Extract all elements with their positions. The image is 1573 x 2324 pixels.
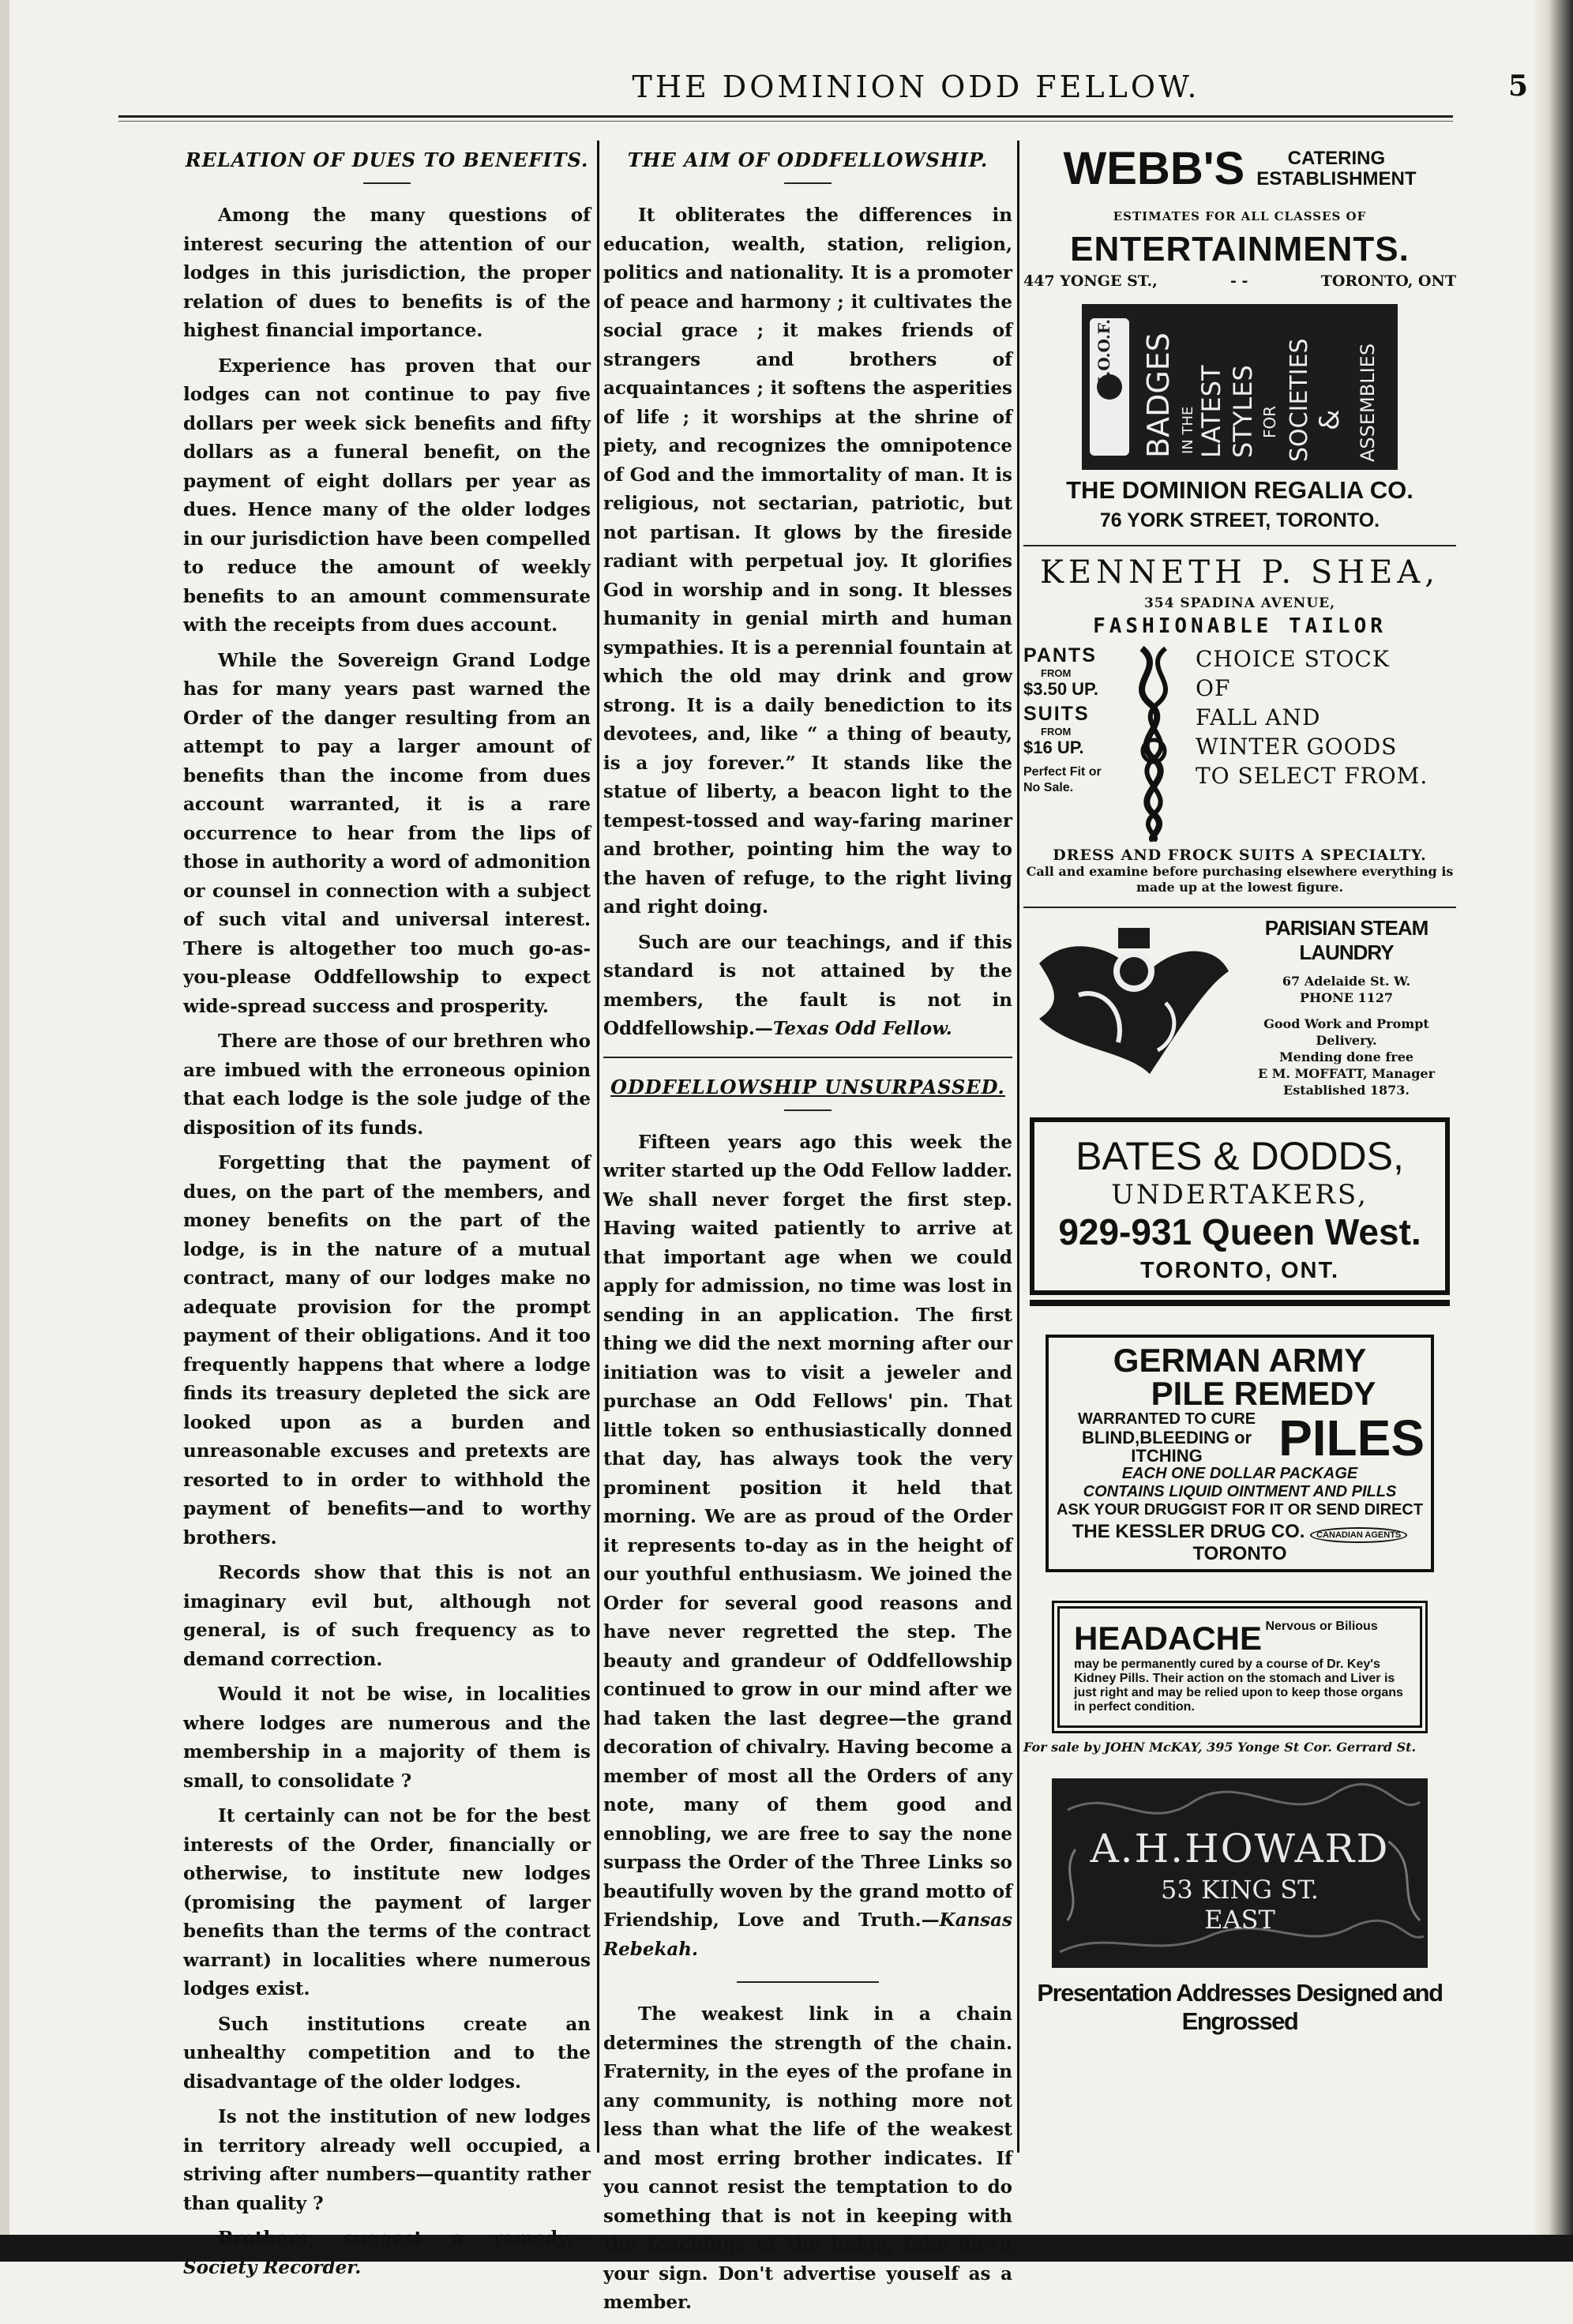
stock-line1: CHOICE STOCK (1196, 646, 1390, 672)
shea-address: 354 SPADINA AVENUE, (1143, 595, 1336, 611)
webbs-city: TORONTO, ONT (1320, 272, 1456, 290)
bates-address: 929-931 Queen West. (1058, 1211, 1421, 1252)
shea-stock (1196, 644, 1428, 790)
article-heading-relation-of-dues: RELATION OF DUES TO BENEFITS. (185, 148, 589, 171)
column-rule-2 (1017, 141, 1019, 2153)
ad-headache (1023, 1601, 1456, 1755)
badge-line3: LATEST (1196, 365, 1226, 458)
article-paragraph: It certainly can not be for the best interests of the Order, financially or otherwise, to institute new lodges (promising the payment of larger benefits than the terms of the contract warrant) in localities where numerous lodges exist. (183, 1805, 591, 1999)
headache-body: Nervous or Bilious may be permanently cured by a course of Dr. Key's Kidney Pills. Their action on the stomach and Liver is just right and may be relied upon to keep those organs in perfect condition. (1074, 1620, 1403, 1714)
webbs-address: 447 YONGE ST., (1023, 272, 1158, 290)
webbs-sub-line2: ESTABLISHMENT (1256, 167, 1417, 190)
shea-call: Call and examine before purchasing elsewhere everything is made up at the lowest figure. (1026, 864, 1454, 895)
pants-from: FROM (1041, 667, 1072, 679)
ioof-emblem-icon (1094, 319, 1113, 384)
article-paragraph: While the Sovereign Grand Lodge has for many years past warned the Order of the danger resulting from an attempt to pay a larger amount of benefits than the income from dues account warranted, it is a rare occurrence to hear from the lips of those in authority a word of admonition or counsel in connection with a subject of such vital and universal interest. There is altogether too much go-as-you-please Oddfellowship to expect wide-spread success and prosperity. (183, 649, 591, 1017)
shea-dress: DRESS AND FROCK SUITS A SPECIALTY. (1053, 847, 1427, 864)
article-heading-unsurpassed: ODDFELLOWSHIP UNSURPASSED. (610, 1075, 1005, 1098)
column-advertisements (1023, 134, 1456, 2036)
bates-city: TORONTO, ONT. (1139, 1258, 1340, 1283)
howard-address1: 53 KING ST. (1161, 1875, 1319, 1905)
german-maker-line (1055, 1522, 1425, 1563)
ad-rule (1023, 907, 1456, 908)
ad-kenneth-shea (1023, 554, 1456, 908)
laundry-address: 67 Adelaide St. W. (1282, 974, 1411, 989)
badge-ioof: I.O.O.F. (1094, 319, 1113, 384)
badge-line1: BADGES (1141, 332, 1176, 458)
shea-details (1023, 644, 1456, 842)
article-paragraph: Among the many questions of interest securing the attention of our lodges in this jurisdiction, the proper relation of dues to benefits is of the highest financial importance. (183, 205, 591, 341)
howard-name: A.H.HOWARD (1090, 1826, 1390, 1872)
heading-dash (363, 182, 411, 184)
ad-rule (1023, 545, 1456, 546)
article-paragraph: Forgetting that the payment of dues, on the part of the members, and money benefits on the part of the lodge, is in the nature of a mutual contract, many of our lodges make no adequate provision for the prompt payment of their obligations. And it too frequently happens that where a lodge finds its treasury depleted the sick are looked upon as a burden and unreasonable excuses and pretexts are resorted to in order to withhold the payment of benefits—and to worthy brothers. (183, 1152, 591, 1549)
page-edge-left (0, 0, 9, 2262)
article-paragraph: Is not the institution of new lodges in territory already well occupied, a striving after numbers—quantity rather than quality ? (183, 2106, 591, 2214)
regalia-name: THE DOMINION REGALIA CO. (1066, 476, 1413, 504)
regalia-address: 76 YORK STREET, TORONTO. (1099, 509, 1380, 531)
german-warranted: WARRANTED TO CURE (1077, 1410, 1256, 1428)
attribution: Kansas Rebekah. (603, 1909, 1012, 1960)
stock-line3: FALL AND (1196, 704, 1321, 730)
page-number: 5 (1508, 69, 1529, 103)
german-title1: GERMAN ARMY (1113, 1342, 1367, 1379)
german-city: TORONTO (1192, 1543, 1287, 1564)
german-title2: PILE REMEDY (1151, 1375, 1376, 1412)
article-closing (603, 929, 1012, 1044)
suits-from: FROM (1041, 726, 1072, 738)
bates-trade: UNDERTAKERS, (1111, 1179, 1368, 1211)
howard-address2: EAST (1204, 1905, 1275, 1935)
article-paragraph: Experience has proven that our lodges can not continue to pay five dollars per week sick benefits and fifty dollars as a funeral benefit, on the payment of eight dollars per year as dues. Hence many of the older lodges in our jurisdiction have been compelled to reduce the amount of weekly benefits to an amount commensurate with the receipts from dues account. (183, 355, 591, 636)
howard-box (1052, 1778, 1428, 1968)
headache-forsale: For sale by JOHN McKAY, 395 Yonge St Cor. Gerrard St. (1023, 1740, 1417, 1755)
section-rule (603, 1057, 1012, 1058)
shea-name: KENNETH P. SHEA, (1040, 554, 1440, 591)
badges-banner (1082, 304, 1398, 470)
article-paragraph: It obliterates the differences in education, wealth, station, religion, politics and nationality. It is a promoter of peace and harmony ; it cultivates the social grace ; it makes friends of strangers and brothers of acquaintances ; it softens the asperities of life ; it worships at the shrine of piety, and recognizes the omnipotence of God and the immortality of man. It is religious, not sectarian, patriotic, but not partisan. It glows by the fireside radiant with perpetual joy. It glorifies God in worship and in song. It blesses humanity in genial mirth and human sympathies. It is a perennial fountain at which the old may drink and grow strong. It is a daily benediction to its devotees, and, like “ a thing of beauty, is a joy forever.” It stands like the statue of liberty, a beacon light to the tempest-tossed and way-faring mariner and brother, pointing him the way to the haven of refuge, to the right living and right doing. (603, 205, 1012, 918)
laundry-manager: E M. MOFFATT, Manager (1257, 1066, 1436, 1081)
page-edge-right (1532, 0, 1573, 2262)
german-middle-text (1055, 1410, 1278, 1465)
column-aim-of-oddfellowship (603, 134, 1012, 2324)
attribution: Society Recorder. (183, 2256, 362, 2278)
badge-line5: FOR (1260, 405, 1279, 438)
rope-ornament-icon (1126, 644, 1181, 842)
german-line3: ASK YOUR DRUGGIST FOR IT OR SEND DIRECT (1056, 1501, 1424, 1519)
headache-box (1052, 1601, 1428, 1733)
article-paragraph: There are those of our brethren who are imbued with the erroneous opinion that each lodge is the sole judge of the disposition of its funds. (183, 1031, 591, 1139)
german-blind: BLIND,BLEEDING or ITCHING (1081, 1428, 1252, 1466)
bates-bar (1030, 1300, 1450, 1306)
stock-line5: TO SELECT FROM. (1196, 763, 1428, 789)
howard-ornament-icon (1052, 1778, 1428, 1968)
header-rule-thin (118, 121, 1453, 122)
ad-german-army-pile-remedy (1023, 1335, 1456, 1572)
german-line1: EACH ONE DOLLAR PACKAGE (1121, 1465, 1358, 1482)
article-closing (183, 2225, 591, 2282)
column-rule-1 (597, 141, 599, 2153)
ad-dominion-regalia (1023, 304, 1456, 546)
fit-note: Perfect Fit or No Sale. (1023, 765, 1102, 794)
webbs-sub-line1: CATERING (1287, 147, 1386, 169)
bates-box (1030, 1117, 1450, 1295)
article-paragraph: Records show that this is not an imaginary evil but, although not general, is of such frequency as to demand correction. (183, 1562, 591, 1670)
badge-line6: SOCIETIES (1286, 338, 1313, 462)
ad-bates-dodds (1023, 1117, 1456, 1306)
german-middle (1055, 1410, 1425, 1465)
article-paragraph: Such institutions create an unhealthy competition and to the disadvantage of the older lodges. (183, 2013, 591, 2093)
heading-dash (784, 1109, 832, 1111)
webbs-address-line (1023, 272, 1456, 290)
article-body: Fifteen years ago this week the writer started up the Odd Fellow ladder. We shall never forget the first step. Having waited patiently to arrive at that important age when we could apply for admission, no time was lost in sending in an application. The first thing we did the next morning after our initiation was to visit a jeweler and purchase an Odd Fellows' pin. That little token so enthusiastically donned that day, has always took the very prominent position it held that morning. We are as proud of the Order it represents to-day as in the height of our youthful enthusiasm. We joined the Order for several good reasons and have never regretted the step. The beauty and grandeur of Oddfellowship continued to grow in our mind after we had taken the last degree—the grand decoration of chivalry. Having become a member of most all the Orders of any note, many of them good and ennobling, we are free to say the none surpass the Order of the Three Links so beautifully woven by the grand motto of Friendship, Love and Truth.— (603, 1131, 1012, 1931)
article-paragraph: Would it not be wise, in localities where lodges are numerous and the membership in a majority of them is small, to consolidate ? (183, 1684, 591, 1792)
laundry-logo-icon (1023, 916, 1237, 1098)
headache-title: HEADACHE (1074, 1620, 1263, 1657)
header-rule (118, 115, 1453, 118)
laundry-line2: Mending done free (1278, 1049, 1414, 1064)
badge-line2: IN THE (1180, 406, 1196, 454)
stock-line2: OF (1196, 675, 1231, 701)
webbs-entertainments: ENTERTAINMENTS. (1070, 230, 1410, 268)
column-relation-of-dues (183, 134, 591, 2288)
article-paragraph: The weakest link in a chain determines the strength of the chain. Fraternity, in the eyes of the profane in any community, is nothing more not less than what the life of the weakest and most erring brother indicates. If you cannot resist the temptation to do something that is not in keeping with the teachings of the lodge, take down your sign. Don't advertise youself as a member. (603, 2003, 1012, 2313)
laundry-established: Established 1873. (1283, 1083, 1410, 1098)
laundry-phone: PHONE 1127 (1299, 990, 1393, 1005)
page-header (118, 69, 1529, 117)
ad-ah-howard (1023, 1778, 1456, 2036)
section-dash (737, 1981, 879, 1983)
webbs-sub (1256, 148, 1416, 190)
badge-line4: STYLES (1228, 365, 1258, 458)
webbs-name: WEBB'S (1063, 143, 1245, 194)
ad-parisian-laundry (1023, 916, 1456, 1098)
laundry-line1: Good Work and Prompt Delivery. (1263, 1016, 1429, 1048)
suits-label: SUITS (1023, 703, 1090, 725)
running-title: THE DOMINION ODD FELLOW. (632, 69, 1200, 104)
badge-line7: & (1314, 409, 1346, 430)
pants-price: $3.50 UP. (1023, 679, 1099, 699)
german-maker: THE KESSLER DRUG CO. (1072, 1521, 1305, 1542)
webbs-estimates: ESTIMATES FOR ALL CLASSES OF (1113, 209, 1367, 223)
german-line2: CONTAINS LIQUID OINTMENT AND PILLS (1083, 1483, 1397, 1500)
closing-text: Brothers, suggest a remedy.— (218, 2228, 591, 2249)
ad-webbs (1023, 142, 1456, 290)
attribution: Texas Odd Fellow. (772, 1018, 952, 1039)
badges-banner-art (1082, 304, 1398, 470)
closing-text: Such are our teachings, and if this standard is not attained by the members, the fault is not in Oddfellowship.— (603, 931, 1012, 1039)
laundry-name: PARISIAN STEAM LAUNDRY (1264, 916, 1428, 964)
laundry-text (1237, 916, 1456, 1098)
howard-tagline: Presentation Addresses Designed and Engrossed (1037, 1979, 1443, 2035)
stock-line4: WINTER GOODS (1196, 734, 1398, 760)
shea-trade: FASHIONABLE TAILOR (1093, 614, 1387, 638)
shea-prices (1023, 644, 1112, 796)
article-paragraph (603, 1128, 1012, 1965)
suits-price: $16 UP. (1023, 738, 1084, 757)
webbs-separator: - - (1230, 272, 1248, 290)
bates-name: BATES & DODDS, (1076, 1134, 1404, 1178)
article-heading-aim: THE AIM OF ODDFELLOWSHIP. (627, 148, 989, 171)
german-canadian: CANADIAN AGENTS (1310, 1527, 1407, 1543)
german-piles: PILES (1278, 1409, 1425, 1466)
badge-line8: ASSEMBLIES (1357, 343, 1379, 462)
heading-dash (784, 182, 832, 184)
german-box (1046, 1335, 1434, 1572)
pants-label: PANTS (1023, 644, 1097, 666)
